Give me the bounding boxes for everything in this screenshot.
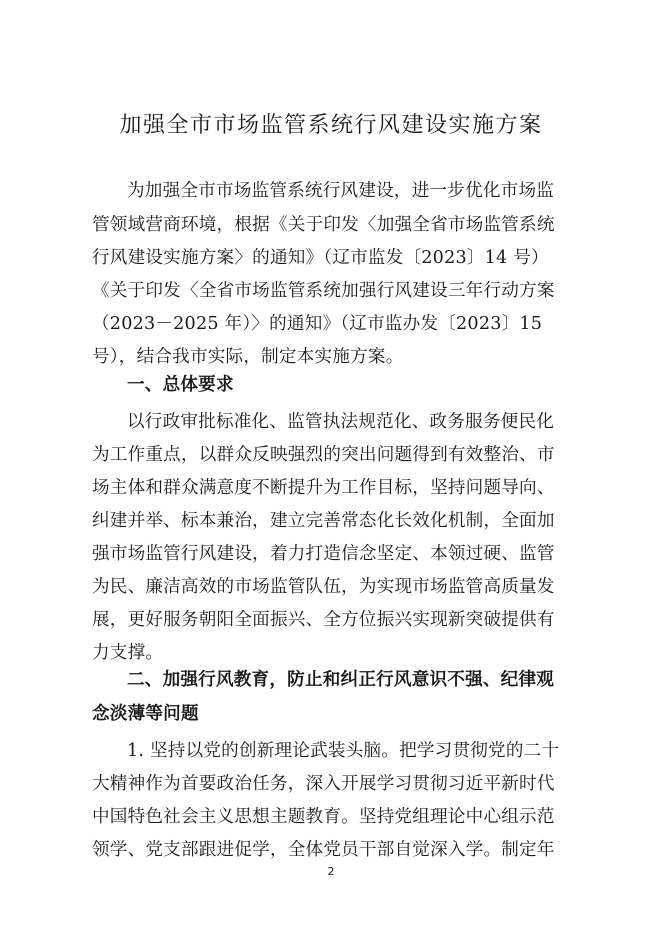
page-number: 2 <box>327 865 335 878</box>
paragraph-line: 领学、党支部跟进促学，全体党员干部自觉深入学。制定年 <box>92 840 555 860</box>
paragraph-line: 为民、廉洁高效的市场监管队伍，为实现市场监管高质量发 <box>92 577 555 597</box>
document-title: 加强全市市场监管系统行风建设实施方案 <box>119 113 543 138</box>
paragraph-line: （2023－2025 年）〉的通知》（辽市监办发〔2023〕15 <box>92 314 543 334</box>
paragraph-line: 大精神作为首要政治任务，深入开展学习贯彻习近平新时代 <box>92 774 555 794</box>
paragraph-line: 强市场监管行风建设，着力打造信念坚定、本领过硬、监管 <box>92 544 555 564</box>
paragraph-line: 展，更好服务朝阳全面振兴、全方位振兴实现新突破提供有 <box>92 610 555 630</box>
paragraph-line: 以行政审批标准化、监管执法规范化、政务服务便民化 <box>127 412 555 432</box>
paragraph-line: 力支撑。 <box>92 643 164 663</box>
paragraph-line: 中国特色社会主义思想主题教育。坚持党组理论中心组示范 <box>92 807 555 827</box>
paragraph-line: 为加强全市市场监管系统行风建设，进一步优化市场监 <box>127 181 555 201</box>
section-heading: 念淡薄等问题 <box>92 703 199 724</box>
paragraph-line: 《关于印发〈全省市场监管系统加强行风建设三年行动方案 <box>92 281 555 301</box>
paragraph-line: 为工作重点，以群众反映强烈的突出问题得到有效整治、市 <box>92 445 555 465</box>
paragraph-line: 号），结合我市实际，制定本实施方案。 <box>92 347 404 367</box>
paragraph-line: 纠建并举、标本兼治，建立完善常态化长效化机制，全面加 <box>92 511 555 531</box>
section-heading: 二、加强行风教育，防止和纠正行风意识不强、纪律观 <box>127 669 555 690</box>
paragraph-line: 1. 坚持以党的创新理论武装头脑。把学习贯彻党的二十 <box>127 741 560 761</box>
paragraph-line: 场主体和群众满意度不断提升为工作目标，坚持问题导向、 <box>92 478 555 498</box>
paragraph-line: 行风建设实施方案〉的通知》（辽市监发〔2023〕14 号） <box>92 248 549 268</box>
section-heading: 一、总体要求 <box>127 374 234 395</box>
paragraph-line: 管领域营商环境，根据《关于印发〈加强全省市场监管系统 <box>92 215 555 235</box>
